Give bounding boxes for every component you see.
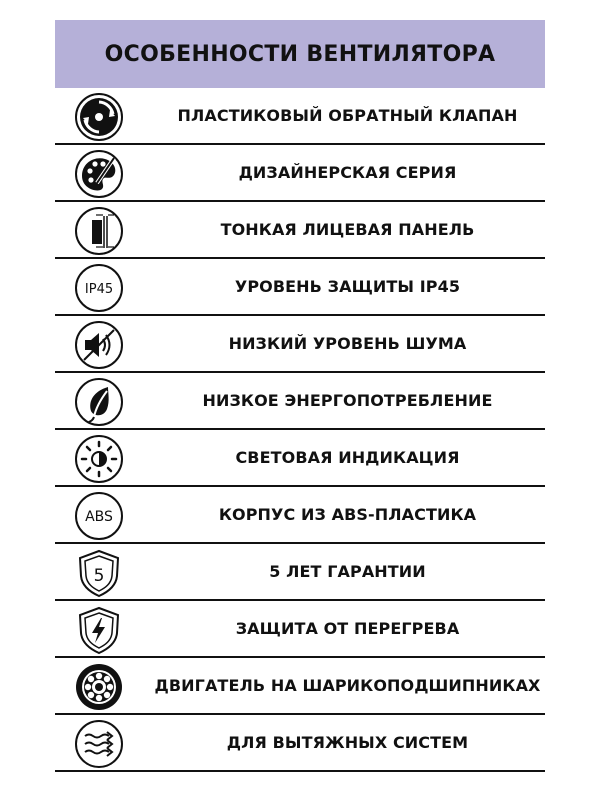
feature-label: ДЛЯ ВЫТЯЖНЫХ СИСТЕМ [226,733,469,752]
check-valve-icon [74,92,124,142]
leaf-icon [74,377,124,427]
feature-row [55,601,545,658]
feature-row [55,544,545,601]
feature-row [55,373,545,430]
feature-label: ТОНКАЯ ЛИЦЕВАЯ ПАНЕЛЬ [220,220,475,239]
feature-label: НИЗКИЙ УРОВЕНЬ ШУМА [228,334,467,353]
palette-icon [74,149,124,199]
feature-row [55,715,545,772]
svg-text:ABS: ABS [85,509,113,525]
ball-bearing-icon [74,662,124,712]
low-noise-icon [74,320,124,370]
feature-label: 5 ЛЕТ ГАРАНТИИ [269,562,426,581]
features-card [55,20,545,772]
feature-row [55,430,545,487]
feature-row [55,658,545,715]
feature-row [55,145,545,202]
feature-label: УРОВЕНЬ ЗАЩИТЫ IP45 [234,277,461,296]
svg-text:IP45: IP45 [84,282,114,297]
light-indicator-icon [74,434,124,484]
ip45-icon [74,263,124,313]
feature-label: ДВИГАТЕЛЬ НА ШАРИКОПОДШИПНИКАХ [154,676,541,695]
feature-label: ЗАЩИТА ОТ ПЕРЕГРЕВА [235,619,460,638]
features-list [55,88,545,772]
feature-row [55,88,545,145]
feature-row [55,487,545,544]
svg-text:5: 5 [93,566,105,586]
feature-label: ДИЗАЙНЕРСКАЯ СЕРИЯ [238,163,457,182]
feature-row [55,259,545,316]
exhaust-icon [74,719,124,769]
feature-label: НИЗКОЕ ЭНЕРГОПОТРЕБЛЕНИЕ [202,391,493,410]
thin-panel-icon [74,206,124,256]
feature-row [55,202,545,259]
abs-icon [74,491,124,541]
feature-label: ПЛАСТИКОВЫЙ ОБРАТНЫЙ КЛАПАН [177,106,518,125]
feature-row [55,316,545,373]
header-title: ОСОБЕННОСТИ ВЕНТИЛЯТОРА [104,41,496,67]
overheat-shield-icon [74,605,124,655]
warranty-shield-icon [74,548,124,598]
feature-label: СВЕТОВАЯ ИНДИКАЦИЯ [235,448,460,467]
feature-label: КОРПУС ИЗ ABS-ПЛАСТИКА [218,505,477,524]
features-header [55,20,545,88]
